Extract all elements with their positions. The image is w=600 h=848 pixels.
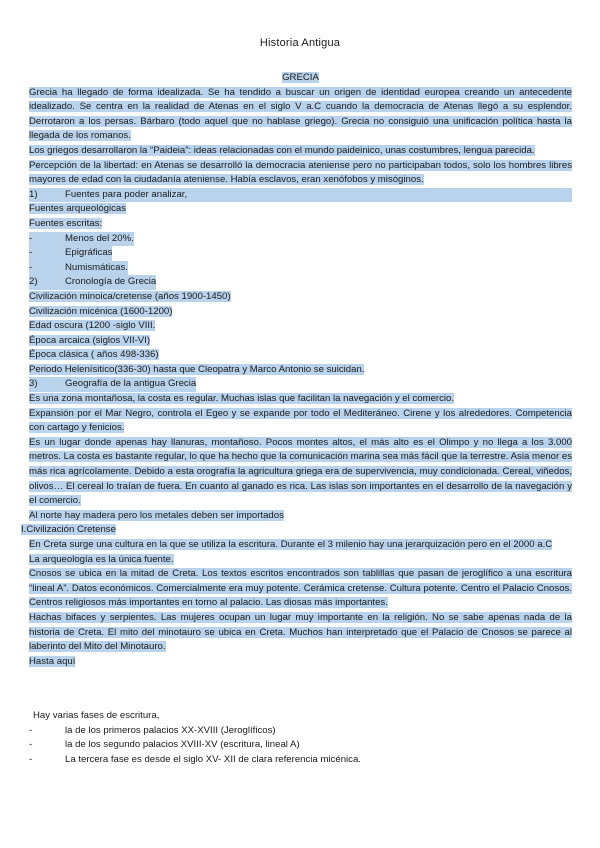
period-line: Civilización minoica/cretense (años 1900-1450) [29,290,231,302]
period-line: Edad oscura (1200 -siglo VIII. [29,320,156,332]
section-heading: GRECIA [282,72,319,83]
paragraph: Es un lugar donde apenas hay llanuras, montañoso. Pocos montes altos, el más alto es el Olimpo y no llega a los 3.000 metros. La costa es bastante regular, lo que ha hecho que la comunicación marina sea más fácil que la terrestre. Asia menor es más rica agrícolamente. Debido a esta orografía la agricultura griega era de supervivencia, muy condicionada. Cereal, viñedos, olivos… El cereal lo traían de fuera. En cuanto al ganado es rica. Las islas son importantes en el desarrollo de la navegación y el comercio. [29,436,572,507]
list-item: - Menos del 20%. [29,232,572,247]
period-line: Periodo Helenísitico(336-30) hasta que Cleopatra y Marco Antonio se suicidan. [29,363,365,375]
paragraph: Es una zona montañosa, la costa es regular. Muchas islas que facilitan la navegación y el comercio. [29,393,455,405]
numbered-heading: 1) Fuentes para poder analizar, [29,188,572,203]
text-line: Fuentes escritas: [29,217,103,229]
list-item: - la de los primeros palacios XX-XVIII (Jeroglíficos) [29,724,276,736]
period-line: Época clásica ( años 498-336) [29,349,159,361]
paragraph: Los griegos desarrollaron la “Paideia”: ideas relacionadas con el mundo paideinico, unas costumbres, lengua parecida. [29,144,535,156]
paragraph: Grecia ha llegado de forma idealizada. Se ha tendido a buscar un origen de identidad europea creando un antecedente idealizado. Se centra en la realidad de Atenas en el siglo V a.C cuando la democracia de Atenas llegó a su esplendor. Derrotaron a los persas. Bárbaro (todo aquel que no hablase griego). Grecia no consiguió una unificación política hasta la llegada de los romanos. [29,86,572,142]
period-line: Época arcaica (siglos VII-VI) [29,334,151,346]
paragraph: Al norte hay madera pero los metales deben ser importados [29,509,284,521]
numbered-heading: 2) Cronología de Grecia [29,275,572,290]
paragraph: Cnosos se ubica en la mitad de Creta. Los textos escritos encontrados son tablillas que pasan de jeroglífico a una escritura “lineal A”. Datos económicos. Comercialmente era muy potente. Cerámica cretense. Cultura potente. Centro el Palacio Cnosos. Centros religiosos más importantes en torno al palacio. Las diosas más importantes. [29,568,572,609]
paragraph: Expansión por el Mar Negro, controla el Egeo y se expande por todo el Mediteráneo. Cirene y los alrededores. Competencia con cartago y fenicios. [29,407,572,434]
highlighted-body [21,71,572,669]
paragraph: Percepción de la libertad: en Atenas se desarrolló la democracia ateniense pero no participaban todos, solo los hombres libres mayores de edad con la ciudadanía ateniense. Había esclavos, eran xenófobos y misóginos. [29,159,572,186]
list-item: - Numismáticas. [29,261,572,276]
paragraph: En Creta surge una cultura en la que se utiliza la escritura. Durante el 3 milenio hay una jerarquización pero en el 2000 a.C [29,539,553,550]
numbered-heading: 3) Geografía de la antigua Grecia [29,377,572,392]
paragraph: Hasta aquí [29,655,76,667]
text-line: Hay varias fases de escritura, [33,710,160,721]
unhighlighted-body [29,709,572,767]
paragraph: Hachas bifaces y serpientes. Las mujeres ocupan un lugar muy importante en la religión. No se sabe apenas nada de la historia de Creta. El mito del minotauro se ubica en Creta. Muchos han interpretado que el Palacio de Cnosos se parece al laberinto del Mito del Minotauro. [29,611,572,653]
list-item: - Epigráficas [29,246,572,261]
list-item: - la de los segundo palacios XVIII-XV (escritura, lineal A) [29,739,300,751]
list-item: - La tercera fase es desde el siglo XV- XII de clara referencia micénica. [29,753,361,765]
document-title: Historia Antigua [259,37,341,49]
period-line: Civilización micénica (1600-1200) [29,305,173,317]
subsection-heading: I.Civilización Cretense [21,524,116,536]
paragraph: La arqueología es la única fuente. [29,553,174,565]
text-line: Fuentes arqueológicas [29,203,127,215]
